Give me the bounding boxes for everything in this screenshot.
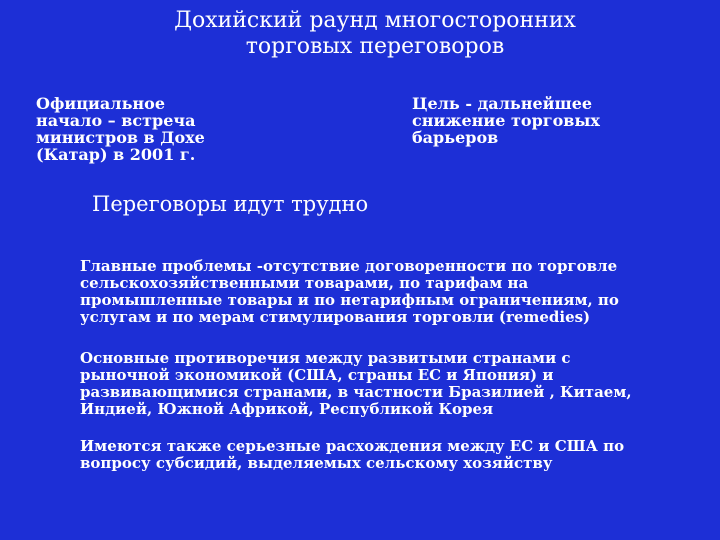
goal-line: снижение торговых	[412, 111, 600, 130]
paragraph-contradictions	[80, 350, 632, 418]
slide-title-line-2: торговых переговоров	[245, 34, 505, 59]
paragraph-line: Главные проблемы -отсутствие договоренности по торговле	[80, 257, 618, 275]
paragraph-line: Индией, Южной Африкой, Республикой Корея	[80, 400, 494, 418]
subheading: Переговоры идут трудно	[92, 192, 369, 216]
paragraph-line: развивающимися странами, в частности Бразилией , Китаем,	[80, 383, 632, 401]
paragraph-line: услугам и по мерам стимулирования торговли (remedies)	[80, 308, 591, 326]
paragraph-line: Основные противоречия между развитыми странами с	[80, 349, 571, 367]
start-info-line: министров в Дохе	[36, 128, 205, 147]
goal-block	[412, 95, 600, 146]
paragraph-main-problems	[80, 258, 619, 326]
slide-title	[120, 8, 630, 60]
slide-title-line-1: Дохийский раунд многосторонних	[174, 8, 576, 33]
paragraph-line: рыночной экономикой (США, страны ЕС и Япония) и	[80, 366, 554, 384]
paragraph-line: вопросу субсидий, выделяемых сельскому хозяйству	[80, 454, 553, 472]
paragraph-line: промышленные товары и по нетарифным ограничениям, по	[80, 291, 619, 309]
paragraph-subsidies	[80, 438, 624, 472]
goal-line: Цель - дальнейшее	[412, 94, 593, 113]
paragraph-line: сельскохозяйственными товарами, по тарифам на	[80, 274, 529, 292]
start-info-block	[36, 95, 205, 163]
start-info-line: Официальное	[36, 94, 165, 113]
start-info-line: начало – встреча	[36, 111, 196, 130]
paragraph-line: Имеются также серьезные расхождения между ЕС и США по	[80, 437, 625, 455]
goal-line: барьеров	[412, 128, 499, 147]
start-info-line: (Катар) в 2001 г.	[36, 145, 196, 164]
